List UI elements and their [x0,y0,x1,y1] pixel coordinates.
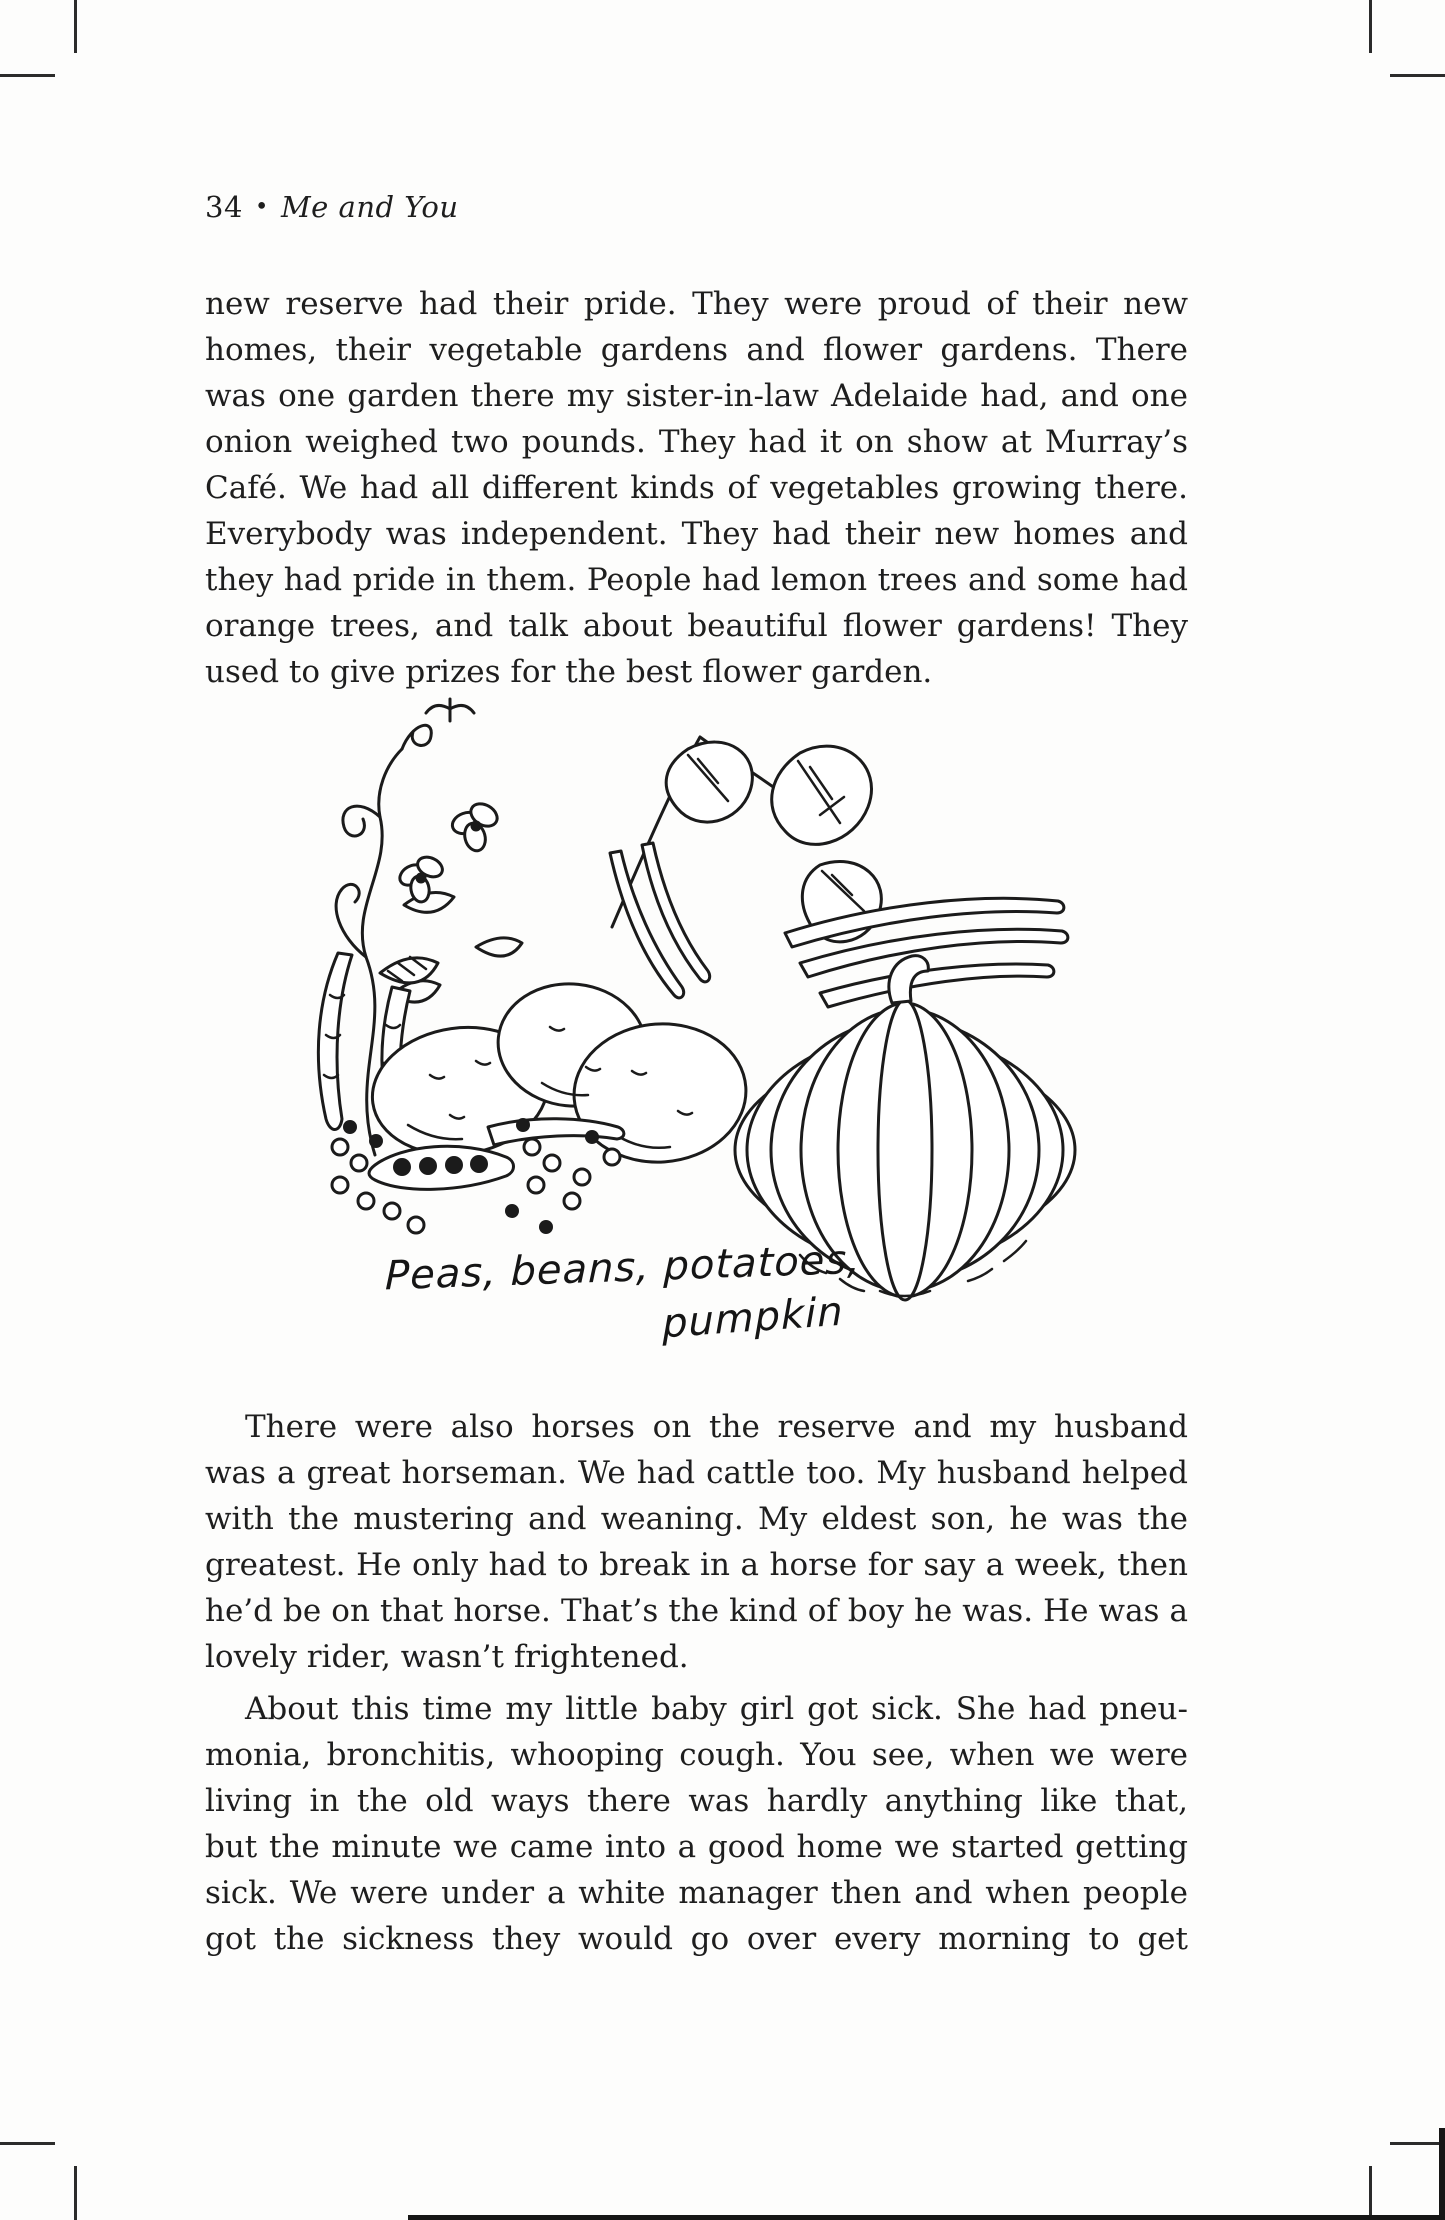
text-line: lovely rider, wasn’t frightened. [205,1639,689,1675]
illustration-caption-line-1: Peas, beans, potatoes, [384,1236,862,1300]
text-line: new reserve had their pride. They were proud of their new [205,286,1188,322]
text-line: got the sickness they would go over every morning to get [205,1921,1188,1957]
paragraph-1 [205,281,1188,695]
text-line: he’d be on that horse. That’s the kind of boy he was. He was a [205,1593,1188,1629]
page-header [205,191,459,226]
text-line: There were also horses on the reserve and my husband [245,1409,1188,1445]
page-number: 34 [205,190,243,224]
text-line: monia, bronchitis, whooping cough. You see, when we were [205,1737,1188,1773]
text-line: homes, their vegetable gardens and flower gardens. There [205,332,1188,368]
open-pea-pod [369,1146,514,1189]
book-title: Me and You [280,190,459,224]
crop-mark-top-right-horizontal [1390,74,1445,77]
paragraph-3 [205,1686,1188,1962]
crop-mark-bottom-right-horizontal [1390,2142,1445,2145]
text-line: onion weighed two pounds. They had it on show at Murray’s [205,424,1188,460]
text-line: living in the old ways there was hardly anything like that, [205,1783,1188,1819]
crop-mark-top-left-vertical [74,0,77,53]
paragraph-2 [205,1404,1188,1680]
text-line: About this time my little baby girl got sick. She had pneu- [245,1691,1188,1727]
crop-mark-top-right-vertical [1369,0,1372,53]
bean-leaf [666,742,752,822]
text-line: greatest. He only had to break in a horse for say a week, then [205,1547,1188,1583]
crop-mark-bottom-left-horizontal [0,2142,55,2145]
text-line: sick. We were under a white manager then and when people [205,1875,1188,1911]
text-line: with the mustering and weaning. My eldest son, he was the [205,1501,1188,1537]
pea-pod [318,953,352,1130]
crop-mark-top-left-horizontal [0,74,55,77]
text-line: was a great horseman. We had cattle too. My husband helped [205,1455,1188,1491]
text-line: orange trees, and talk about beautiful flower gardens! They [205,608,1188,644]
text-line: Everybody was independent. They had their new homes and [205,516,1188,552]
text-line: was one garden there my sister-in-law Adelaide had, and one [205,378,1188,414]
vine-sprout [426,699,474,721]
illustration-caption-line-2: pumpkin [661,1288,844,1348]
scan-edge-right [1439,2128,1445,2220]
bean-pod [820,964,1054,1007]
scan-edge-bottom [408,2215,1445,2220]
text-line: they had pride in them. People had lemon trees and some had [205,562,1188,598]
text-line: but the minute we came into a good home we started getting [205,1829,1188,1865]
text-line: Café. We had all different kinds of vegetables growing there. [205,470,1188,506]
text-line: used to give prizes for the best flower garden. [205,654,933,690]
header-bullet: • [254,194,269,220]
crop-mark-bottom-right-vertical [1369,2166,1372,2220]
crop-mark-bottom-left-vertical [74,2166,77,2220]
